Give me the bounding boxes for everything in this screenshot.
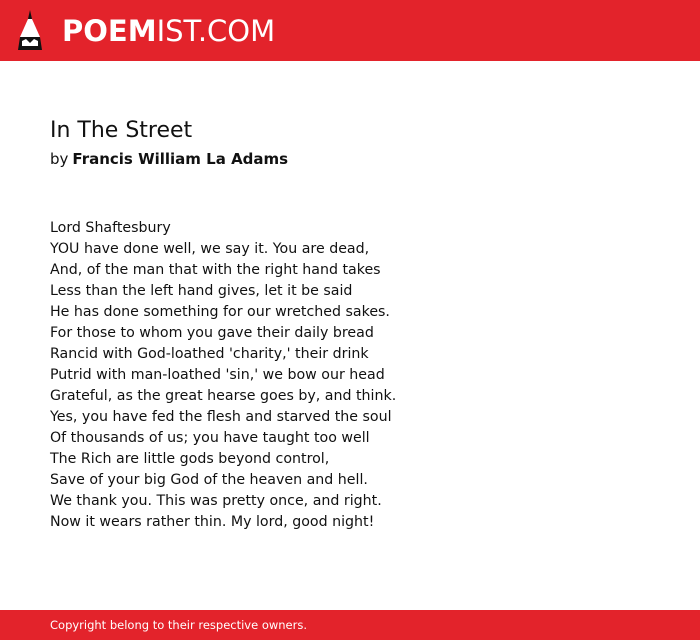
poem-line: We thank you. This was pretty once, and right.: [50, 493, 382, 509]
poem-line: Lord Shaftesbury: [50, 220, 171, 236]
site-footer: [0, 610, 700, 640]
logo-light-text: IST.COM: [156, 13, 276, 48]
copyright-text: Copyright belong to their respective owners.: [50, 618, 308, 632]
site-header: [0, 0, 700, 61]
logo-wordmark: [62, 13, 276, 48]
poem-line: YOU have done well, we say it. You are dead,: [50, 241, 370, 257]
poem-line: Of thousands of us; you have taught too well: [50, 430, 370, 446]
poem-line: The Rich are little gods beyond control,: [50, 451, 330, 467]
poem-body: [50, 218, 396, 533]
poem-title: In The Street: [50, 118, 193, 143]
poem-line: Grateful, as the great hearse goes by, and think.: [50, 388, 397, 404]
poem-line: For those to whom you gave their daily bread: [50, 325, 374, 341]
poem-line: Save of your big God of the heaven and hell.: [50, 472, 368, 488]
poem-line: Rancid with God-loathed 'charity,' their drink: [50, 346, 369, 362]
pencil-icon: [18, 10, 42, 52]
site-logo-link[interactable]: [18, 10, 275, 52]
poem-line: Putrid with man-loathed 'sin,' we bow our head: [50, 367, 385, 383]
poem-line: Less than the left hand gives, let it be said: [50, 283, 353, 299]
poem-byline: [50, 148, 288, 170]
poem-line: Yes, you have fed the flesh and starved the soul: [50, 409, 392, 425]
by-label: by: [50, 150, 69, 168]
poem-line: Now it wears rather thin. My lord, good night!: [50, 514, 375, 530]
author-link[interactable]: Francis William La Adams: [72, 150, 289, 168]
logo-bold-text: POEM: [62, 13, 157, 48]
poem-line: He has done something for our wretched sakes.: [50, 304, 390, 320]
poem-line: And, of the man that with the right hand takes: [50, 262, 381, 278]
